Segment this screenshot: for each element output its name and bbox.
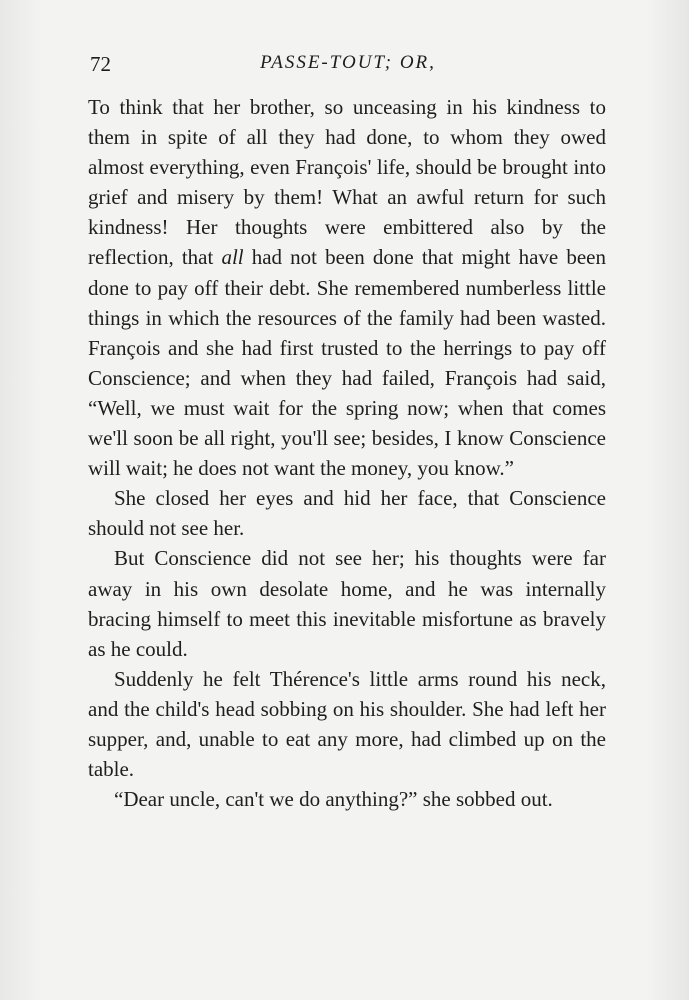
paragraph-4: Suddenly he felt Thérence's little arms round his neck, and the child's head sobbing on his shoulder. She had left her supper, and, unable to eat any more, had climbed up on the table. — [88, 666, 606, 782]
emphasized-word: all — [221, 245, 244, 270]
paragraph-2: She closed her eyes and hid her face, that Conscience should not see her. — [88, 486, 606, 541]
paragraph-1-text-end: had not been done that might have been done to pay off their debt. She remembered numberless little things in which the resources of the family had been wasted. François and she had first trusted to the herrings to pay off Conscience; and when they had failed, François had said, “Well, we must wait for the spring now; when that comes we'll soon be all right, you'll see; besides, I know Conscience will wait; he does not want the money, you know.” — [88, 245, 606, 481]
paragraph-3: But Conscience did not see her; his thoughts were far away in his own desolate home, and he was internally bracing himself to meet this inevitable misfortune as bravely as he could. — [88, 546, 606, 661]
body-text — [88, 92, 606, 814]
paragraph-5: “Dear uncle, can't we do anything?” she sobbed out. — [114, 787, 553, 812]
page-number: 72 — [90, 52, 111, 76]
paragraph-1-text-start: To think that her brother, so unceasing in his kindness to them in spite of all they had done, to whom they owed almost everything, even François' life, should be brought into grief and misery by them! What an awful return for such kindness! Her thoughts were embittered also by the reflection, that — [88, 95, 606, 270]
running-head — [90, 52, 606, 82]
paragraph-1 — [88, 92, 606, 483]
running-title: PASSE-TOUT; OR, — [260, 52, 436, 73]
